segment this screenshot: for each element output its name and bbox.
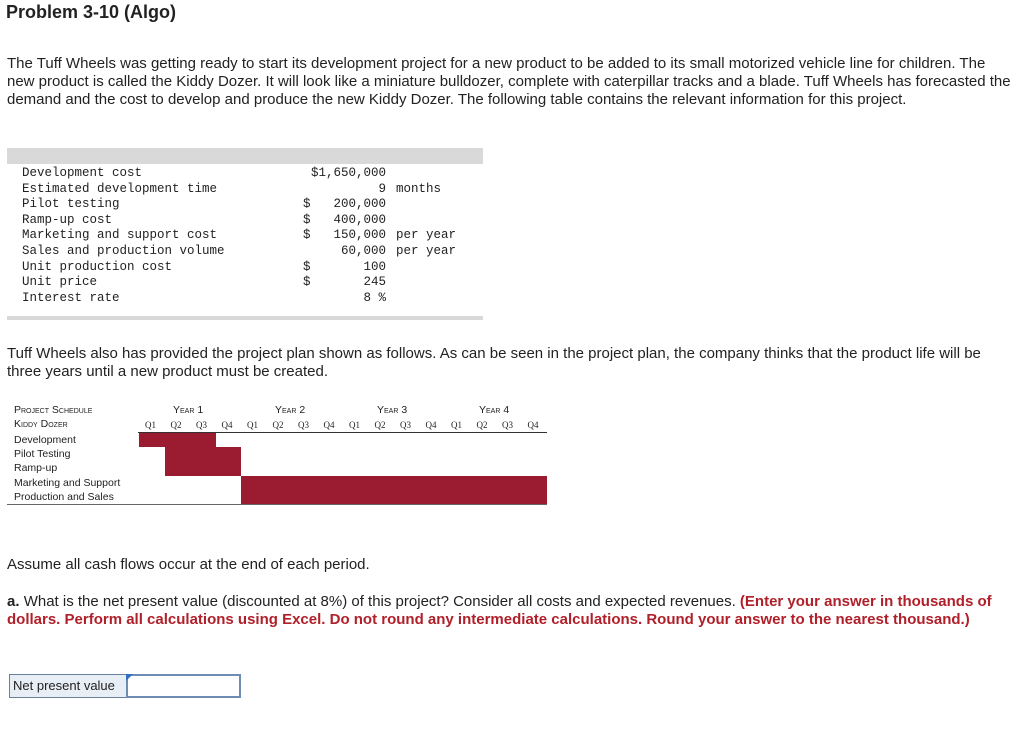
- gantt-quarter-label: Q2: [476, 420, 488, 430]
- table-cell-label: Sales and production volume: [22, 244, 225, 258]
- gantt-quarter-label: Q3: [502, 420, 513, 430]
- table-cell-label: Interest rate: [22, 290, 120, 305]
- table-cell-value: 245: [363, 275, 386, 290]
- table-footer-band: [7, 316, 483, 320]
- gantt-quarter-label: Q1: [451, 420, 462, 430]
- gantt-task-label: Production and Sales: [14, 491, 114, 503]
- table-cell-currency: $: [303, 228, 311, 243]
- project-plan-paragraph: Tuff Wheels also has provided the project plan shown as follows. As can be seen in the project plan, the company thinks that the product life will be three years until a new product must be created.: [7, 345, 981, 380]
- table-cell-label: Marketing and support cost: [22, 228, 218, 243]
- gantt-task-label: Pilot Testing: [14, 448, 71, 460]
- table-cell-value: 100: [363, 259, 386, 274]
- table-cell-label: Unit production cost: [22, 259, 173, 274]
- table-row: [7, 260, 483, 276]
- gantt-task-label: Development: [14, 434, 76, 446]
- question-instructions: (Enter your answer in thousands of dollars. Perform all calculations using Excel. Do not round any intermediate calculations. Round your answer to the nearest thousand.): [7, 593, 992, 628]
- question-prefix: a.: [7, 593, 24, 610]
- table-row: [7, 197, 483, 213]
- assumption-text: Assume all cash flows occur at the end of each period.: [7, 556, 370, 573]
- table-cell-unit: months: [396, 181, 442, 196]
- gantt-quarter-label: Q1: [247, 420, 258, 430]
- table-cell-label: Ramp-up cost: [22, 212, 113, 227]
- table-row: [7, 275, 483, 291]
- gantt-bar: [139, 433, 216, 447]
- table-cell-value: 400,000: [333, 212, 386, 227]
- input-flag-icon: [126, 674, 133, 681]
- gantt-quarter-label: Q2: [170, 420, 182, 430]
- gantt-bar: [241, 476, 547, 504]
- table-row: [7, 228, 483, 244]
- table-cell-value: 9: [378, 181, 386, 196]
- gantt-bar: [190, 447, 241, 476]
- table-cell-unit: per year: [396, 228, 457, 243]
- table-cell-currency: $: [303, 197, 311, 212]
- gantt-year-label: Year 1: [173, 404, 204, 416]
- table-cell-currency: $: [303, 275, 311, 290]
- npv-label: Net present value: [9, 674, 128, 698]
- table-row: [7, 213, 483, 229]
- gantt-quarter-label: Q4: [221, 420, 233, 430]
- table-header-band: [7, 148, 483, 164]
- table-cell-label: Development cost: [22, 166, 143, 180]
- gantt-quarter-label: Q3: [400, 420, 411, 430]
- gantt-quarter-label: Q3: [196, 420, 207, 430]
- table-row: [7, 291, 483, 307]
- gantt-header-title: Project Schedule: [14, 404, 93, 416]
- table-cell-currency: $: [303, 259, 311, 274]
- intro-paragraph: The Tuff Wheels was getting ready to start its development project for a new product to be added to its small motorized vehicle line for children. The new product is called the Kiddy Dozer. It will look like a miniature bulldozer, complete with caterpillar tracks and a blade. Tuff Wheels has forecasted the demand and the cost to develop and produce the new Kiddy Dozer. The following table contains the relevant information for this project.: [7, 55, 1011, 108]
- table-cell-value: 60,000: [340, 244, 386, 258]
- gantt-quarter-label: Q2: [272, 420, 284, 430]
- table-body: [7, 164, 483, 314]
- gantt-year-label: Year 4: [479, 404, 510, 416]
- gantt-task-label: Marketing and Support: [14, 477, 121, 489]
- project-info-table: [7, 148, 483, 320]
- npv-input[interactable]: [126, 674, 241, 698]
- gantt-quarter-label: Q4: [323, 420, 335, 430]
- table-cell-label: Unit price: [22, 275, 98, 290]
- table-row: [7, 182, 483, 198]
- gantt-task-label: Ramp-up: [14, 462, 58, 474]
- gantt-quarter-label: Q4: [527, 420, 539, 430]
- gantt-year-label: Year 2: [275, 404, 306, 416]
- table-cell-value: 150,000: [333, 228, 386, 243]
- gantt-quarter-label: Q2: [374, 420, 386, 430]
- question-text: What is the net present value (discounted at 8%) of this project? Consider all costs and expected revenues.: [23, 593, 740, 610]
- gantt-quarter-label: Q3: [298, 420, 309, 430]
- table-cell-label: Estimated development time: [22, 181, 218, 196]
- table-row: [7, 166, 483, 182]
- table-cell-label: Pilot testing: [22, 197, 120, 212]
- table-cell-currency: $: [303, 212, 311, 227]
- gantt-bottom-rule: [7, 504, 547, 505]
- table-cell-unit: per year: [396, 244, 457, 258]
- gantt-quarter-label: Q1: [145, 420, 156, 430]
- gantt-year-label: Year 3: [377, 404, 408, 416]
- table-cell-value: 200,000: [333, 197, 386, 212]
- gantt-header-product: Kiddy Dozer: [14, 418, 68, 430]
- problem-title: Problem 3-10 (Algo): [6, 2, 177, 22]
- table-cell-value: 8 %: [363, 290, 386, 305]
- project-schedule-gantt: [7, 398, 547, 508]
- gantt-quarter-label: Q4: [425, 420, 437, 430]
- table-cell-value: $1,650,000: [310, 166, 386, 180]
- question-a: [7, 593, 1012, 629]
- table-row: [7, 244, 483, 260]
- gantt-quarter-label: Q1: [349, 420, 360, 430]
